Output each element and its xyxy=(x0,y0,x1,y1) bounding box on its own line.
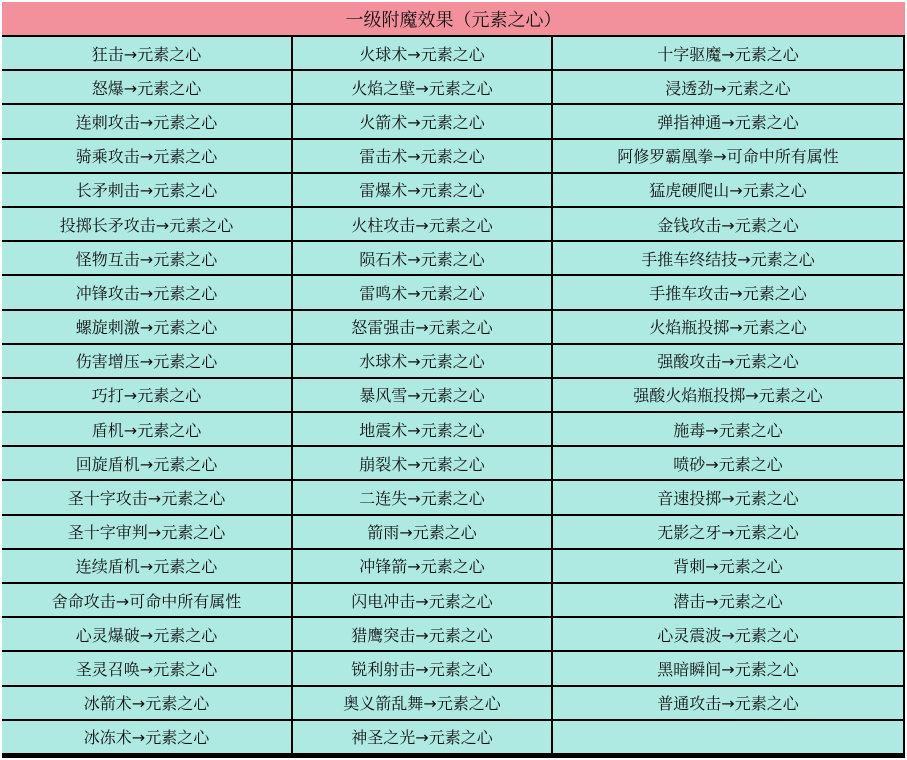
table-cell: 背刺→元素之心 xyxy=(553,550,903,582)
table-cell: 无影之牙→元素之心 xyxy=(553,516,903,548)
table-cell: 火焰之壁→元素之心 xyxy=(293,71,551,103)
table-cell: 暴风雪→元素之心 xyxy=(293,379,551,411)
table-cell: 猛虎硬爬山→元素之心 xyxy=(553,174,903,206)
table-cell: 闪电冲击→元素之心 xyxy=(293,584,551,616)
table-cell: 神圣之光→元素之心 xyxy=(293,721,551,753)
table-cell: 猎鹰突击→元素之心 xyxy=(293,618,551,650)
table-cell: 伤害增压→元素之心 xyxy=(2,345,291,377)
table-cell: 冰冻术→元素之心 xyxy=(2,721,291,753)
table-cell: 音速投掷→元素之心 xyxy=(553,481,903,513)
table-cell: 骑乘攻击→元素之心 xyxy=(2,140,291,172)
table-cell: 火箭术→元素之心 xyxy=(293,105,551,137)
table-cell: 手推车攻击→元素之心 xyxy=(553,276,903,308)
table-cell: 心灵爆破→元素之心 xyxy=(2,618,291,650)
table-cell: 地震术→元素之心 xyxy=(293,413,551,445)
table-body xyxy=(2,37,905,758)
table-cell: 回旋盾机→元素之心 xyxy=(2,447,291,479)
table-cell: 弹指神通→元素之心 xyxy=(553,105,903,137)
table-cell: 强酸攻击→元素之心 xyxy=(553,345,903,377)
table-cell: 冲锋攻击→元素之心 xyxy=(2,276,291,308)
table-cell: 雷爆术→元素之心 xyxy=(293,174,551,206)
table-cell: 潜击→元素之心 xyxy=(553,584,903,616)
table-cell: 十字驱魔→元素之心 xyxy=(553,37,903,69)
table-cell: 阿修罗霸凰拳→可命中所有属性 xyxy=(553,140,903,172)
table-cell: 火柱攻击→元素之心 xyxy=(293,208,551,240)
table-cell: 箭雨→元素之心 xyxy=(293,516,551,548)
table-cell: 普通攻击→元素之心 xyxy=(553,687,903,719)
table-cell: 冲锋箭→元素之心 xyxy=(293,550,551,582)
table-cell xyxy=(553,721,903,753)
table-cell: 冰箭术→元素之心 xyxy=(2,687,291,719)
table-cell: 舍命攻击→可命中所有属性 xyxy=(2,584,291,616)
table-cell: 狂击→元素之心 xyxy=(2,37,291,69)
table-cell: 螺旋刺激→元素之心 xyxy=(2,311,291,343)
table-cell: 锐利射击→元素之心 xyxy=(293,652,551,684)
table-cell: 火焰瓶投掷→元素之心 xyxy=(553,311,903,343)
table-cell: 强酸火焰瓶投掷→元素之心 xyxy=(553,379,903,411)
table-cell: 浸透劲→元素之心 xyxy=(553,71,903,103)
table-title: 一级附魔效果（元素之心） xyxy=(2,2,905,35)
table-cell: 奥义箭乱舞→元素之心 xyxy=(293,687,551,719)
table-cell: 施毒→元素之心 xyxy=(553,413,903,445)
table-cell: 怒雷强击→元素之心 xyxy=(293,311,551,343)
table-cell: 陨石术→元素之心 xyxy=(293,242,551,274)
table-cell: 盾机→元素之心 xyxy=(2,413,291,445)
table-cell: 长矛刺击→元素之心 xyxy=(2,174,291,206)
table-cell: 圣十字审判→元素之心 xyxy=(2,516,291,548)
table-cell: 怪物互击→元素之心 xyxy=(2,242,291,274)
table-cell: 火球术→元素之心 xyxy=(293,37,551,69)
table-cell: 巧打→元素之心 xyxy=(2,379,291,411)
table-cell: 投掷长矛攻击→元素之心 xyxy=(2,208,291,240)
table-cell: 圣灵召唤→元素之心 xyxy=(2,652,291,684)
table-cell: 金钱攻击→元素之心 xyxy=(553,208,903,240)
table-cell: 怒爆→元素之心 xyxy=(2,71,291,103)
table-cell: 手推车终结技→元素之心 xyxy=(553,242,903,274)
table-cell: 水球术→元素之心 xyxy=(293,345,551,377)
table-cell: 二连失→元素之心 xyxy=(293,481,551,513)
table-cell: 喷砂→元素之心 xyxy=(553,447,903,479)
table-cell: 连续盾机→元素之心 xyxy=(2,550,291,582)
table-cell: 黑暗瞬间→元素之心 xyxy=(553,652,903,684)
enchant-table xyxy=(2,2,905,758)
table-cell: 连刺攻击→元素之心 xyxy=(2,105,291,137)
table-cell: 雷鸣术→元素之心 xyxy=(293,276,551,308)
table-cell: 圣十字攻击→元素之心 xyxy=(2,481,291,513)
table-cell: 雷击术→元素之心 xyxy=(293,140,551,172)
table-cell: 崩裂术→元素之心 xyxy=(293,447,551,479)
table-cell: 心灵震波→元素之心 xyxy=(553,618,903,650)
